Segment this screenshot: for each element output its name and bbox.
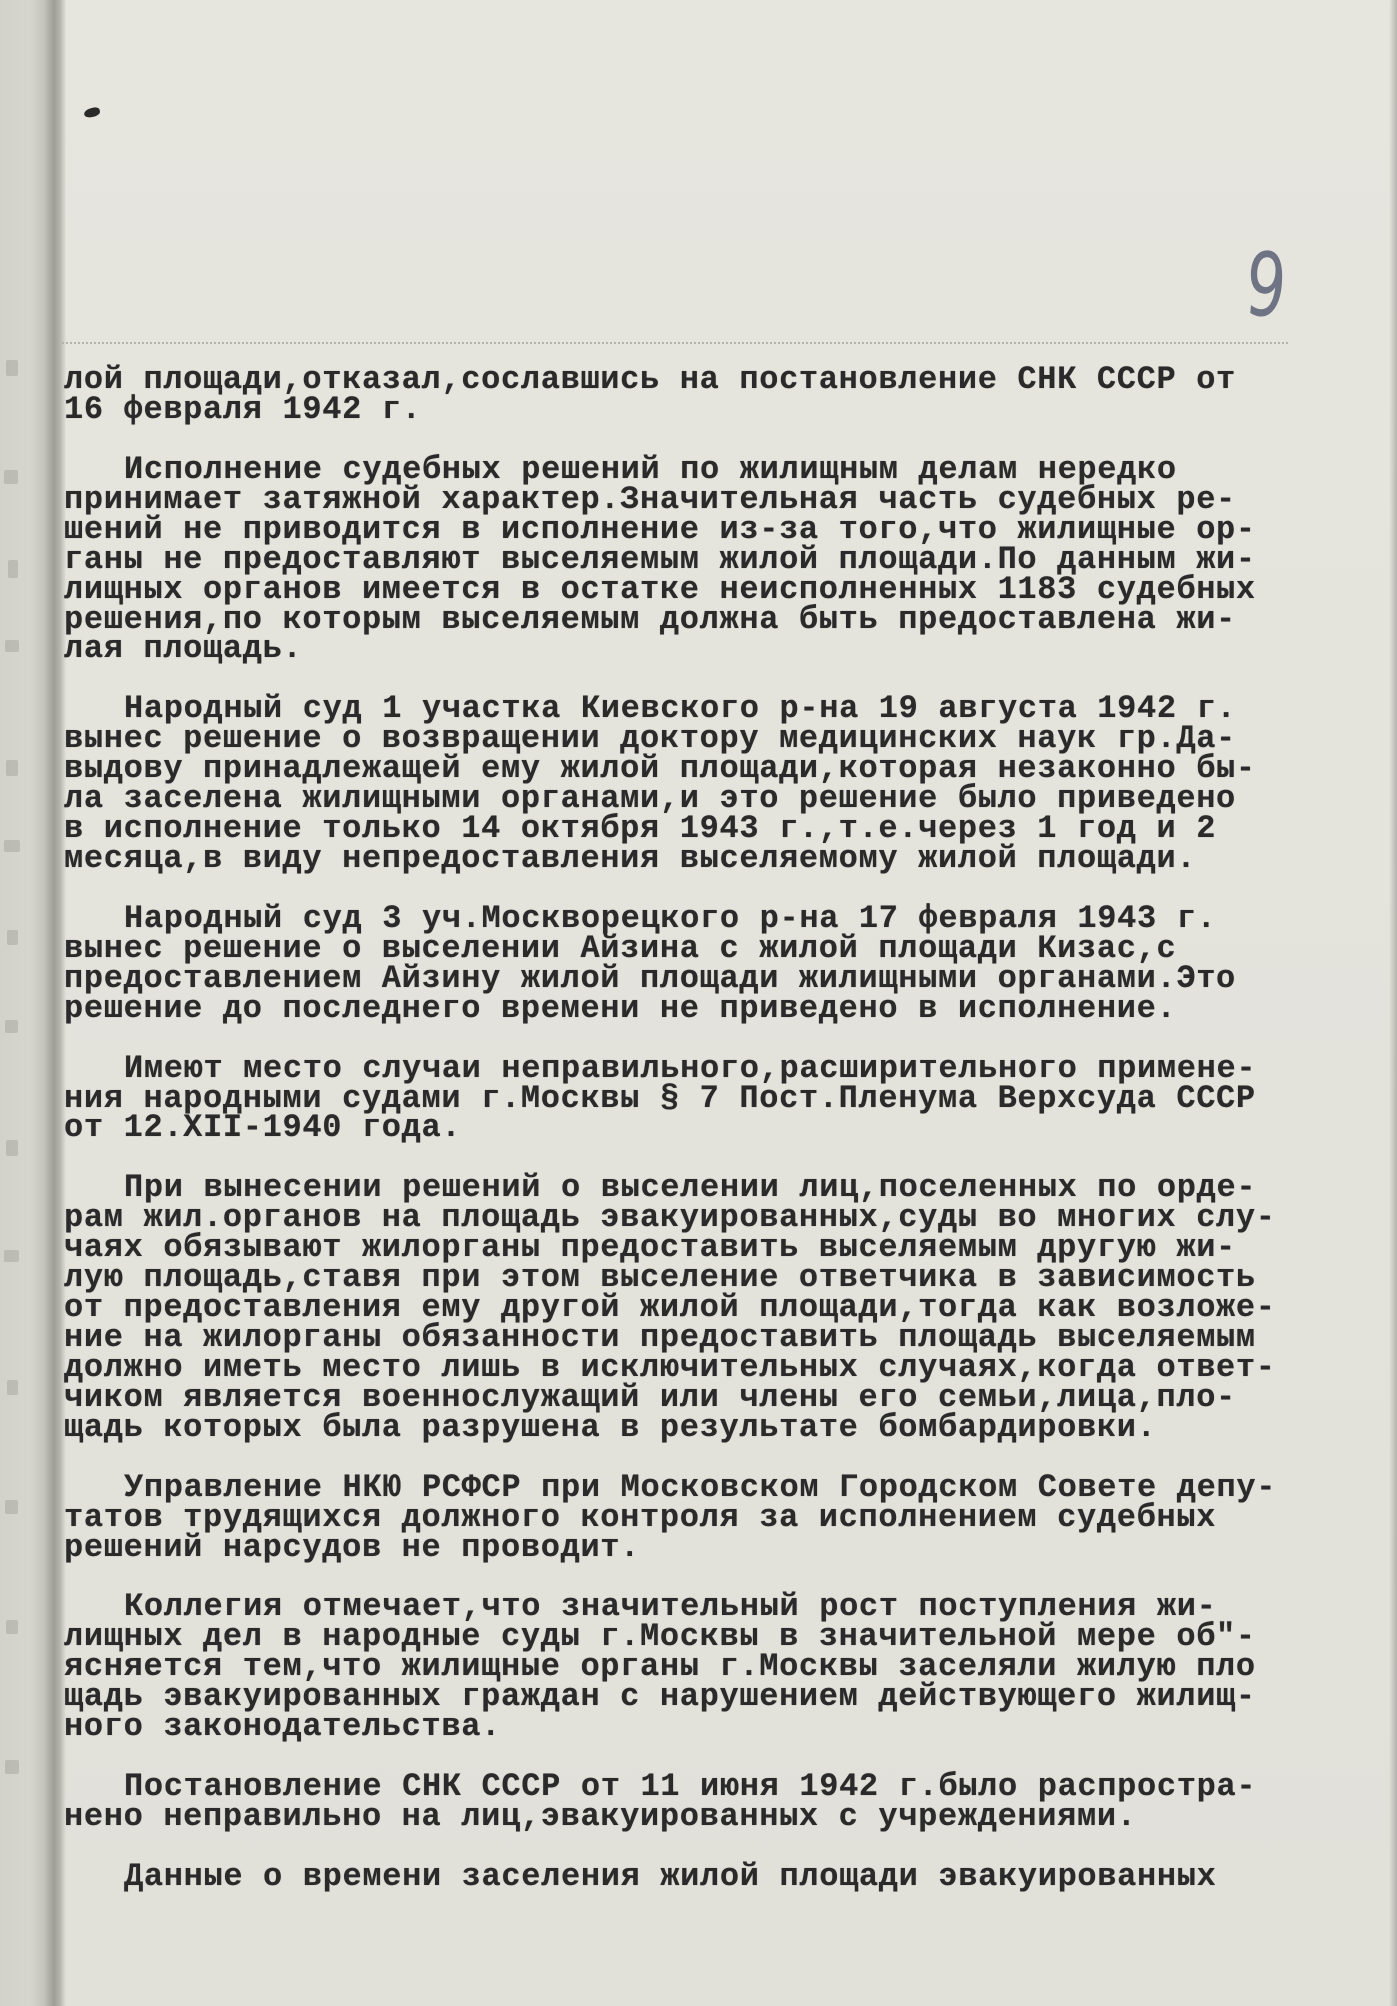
paragraph [64, 1468, 1324, 1566]
text-line: Управление НКЮ РСФСР при Московском Городском Совете депу- [124, 1468, 1277, 1506]
paragraph [64, 361, 1324, 428]
margin-smudge [6, 360, 18, 376]
margin-smudge [5, 1500, 18, 1514]
text-line: шений не приводится в исполнение из-за того,что жилищные ор- [64, 510, 1256, 548]
text-line: чаях обязывают жилорганы предоставить выселяемым другую жи- [64, 1229, 1236, 1267]
paragraph [64, 1857, 1324, 1895]
text-line: лой площади,отказал,сославшись на постановление СНК СССР от [64, 361, 1236, 398]
handwritten-page-number: 9 [1241, 232, 1291, 339]
paragraph [64, 1049, 1324, 1147]
text-line: лищных органов имеется в остатке неисполненных 1183 судебных [64, 570, 1256, 608]
paragraph [64, 450, 1324, 668]
text-line: должно иметь место лишь в исключительных случаях,когда ответ- [64, 1348, 1276, 1386]
text-line: чиком является военнослужащий или члены его семьи,лица,пло- [64, 1378, 1236, 1416]
text-line: ясняется тем,что жилищные органы г.Москвы заселяли жилую пло [64, 1648, 1256, 1686]
paper-fold-line [58, 342, 1288, 344]
text-line: ния народными судами г.Москвы § 7 Пост.Пленума Верхсуда СССР [64, 1079, 1256, 1117]
text-line: решение до последнего времени не приведено в исполнение. [64, 989, 1177, 1027]
margin-smudge [8, 560, 18, 578]
ink-blot [83, 106, 101, 118]
text-line: принимает затяжной характер.Значительная часть судебных ре- [64, 480, 1236, 518]
margin-smudge [4, 470, 18, 484]
paragraph [64, 1169, 1324, 1446]
paragraph [64, 690, 1324, 877]
text-line: Народный суд 3 уч.Москворецкого р-на 17 февраля 1943 г. [124, 899, 1217, 937]
text-line: Данные о времени заселения жилой площади эвакуированных [124, 1857, 1217, 1895]
margin-smudge [6, 1620, 18, 1634]
text-line: Постановление СНК СССР от 11 июня 1942 г.было распростра- [124, 1768, 1257, 1806]
binding-gutter [0, 0, 66, 2006]
text-line: от 12.XII-1940 года. [64, 1109, 462, 1147]
text-line: ганы не предоставляют выселяемым жилой площади.По данным жи- [64, 540, 1256, 578]
text-line: ние на жилорганы обязанности предоставить площадь выселяемым [64, 1319, 1256, 1356]
paper-edge [1389, 0, 1397, 2006]
margin-smudge [4, 1250, 19, 1262]
paragraph [64, 899, 1324, 1027]
paragraph [64, 1588, 1324, 1746]
text-line: решения,по которым выселяемым должна быть предоставлена жи- [64, 600, 1236, 638]
text-line: щадь эвакуированных граждан с нарушением действующего жилищ- [64, 1678, 1256, 1716]
text-line: ла заселена жилищными органами,и это решение было приведено [64, 780, 1236, 818]
text-line: в исполнение только 14 октября 1943 г.,т.е.через 1 год и 2 [64, 810, 1217, 848]
margin-smudge [7, 1380, 18, 1395]
margin-smudge [5, 1760, 19, 1774]
text-line: лая площадь. [64, 630, 303, 668]
text-line: 16 февраля 1942 г. [64, 390, 422, 428]
text-line: нено неправильно на лиц,эвакуированных с учреждениями. [64, 1798, 1137, 1835]
text-line: ного законодательства. [64, 1708, 501, 1746]
text-line: рам жил.органов на площадь эвакуированных,суды во многих слу- [64, 1199, 1276, 1237]
margin-smudge [6, 760, 18, 776]
text-line: При вынесении решений о выселении лиц,поселенных по орде- [124, 1169, 1257, 1207]
paragraph [64, 1768, 1324, 1835]
text-line: Коллегия отмечает,что значительный рост поступления жи- [124, 1588, 1217, 1626]
text-line: вынес решение о возвращении доктору медицинских наук гр.Да- [64, 720, 1236, 758]
text-line: решений нарсудов не проводит. [64, 1528, 641, 1566]
text-line: месяца,в виду непредоставления выселяемому жилой площади. [64, 840, 1197, 877]
text-line: татов трудящихся должного контроля за исполнением судебных [64, 1498, 1217, 1536]
text-line: щадь которых была разрушена в результате бомбардировки. [64, 1408, 1157, 1446]
margin-smudge [6, 1140, 18, 1156]
text-line: выдову принадлежащей ему жилой площади,которая незаконно бы- [64, 750, 1256, 788]
text-line: предоставлением Айзину жилой площади жилищными органами.Это [64, 959, 1236, 997]
text-line: от предоставления ему другой жилой площади,тогда как возложе- [64, 1289, 1276, 1327]
text-line: лищных дел в народные суды г.Москвы в значительной мере об"- [64, 1618, 1256, 1656]
margin-smudge [5, 1020, 18, 1033]
text-line: лую площадь,ставя при этом выселение ответчика в зависимость [64, 1259, 1256, 1297]
text-line: вынес решение о выселении Айзина с жилой площади Кизас,с [64, 929, 1177, 967]
typewritten-text [64, 361, 1324, 1895]
text-line: Народный суд 1 участка Киевского р-на 19 августа 1942 г. [124, 690, 1237, 728]
text-line: Имеют место случаи неправильного,расширительного примене- [124, 1049, 1257, 1087]
margin-smudge [5, 640, 19, 652]
margin-smudge [4, 840, 20, 852]
text-line: Исполнение судебных решений по жилищным делам нередко [124, 450, 1177, 488]
margin-smudge [7, 930, 18, 945]
